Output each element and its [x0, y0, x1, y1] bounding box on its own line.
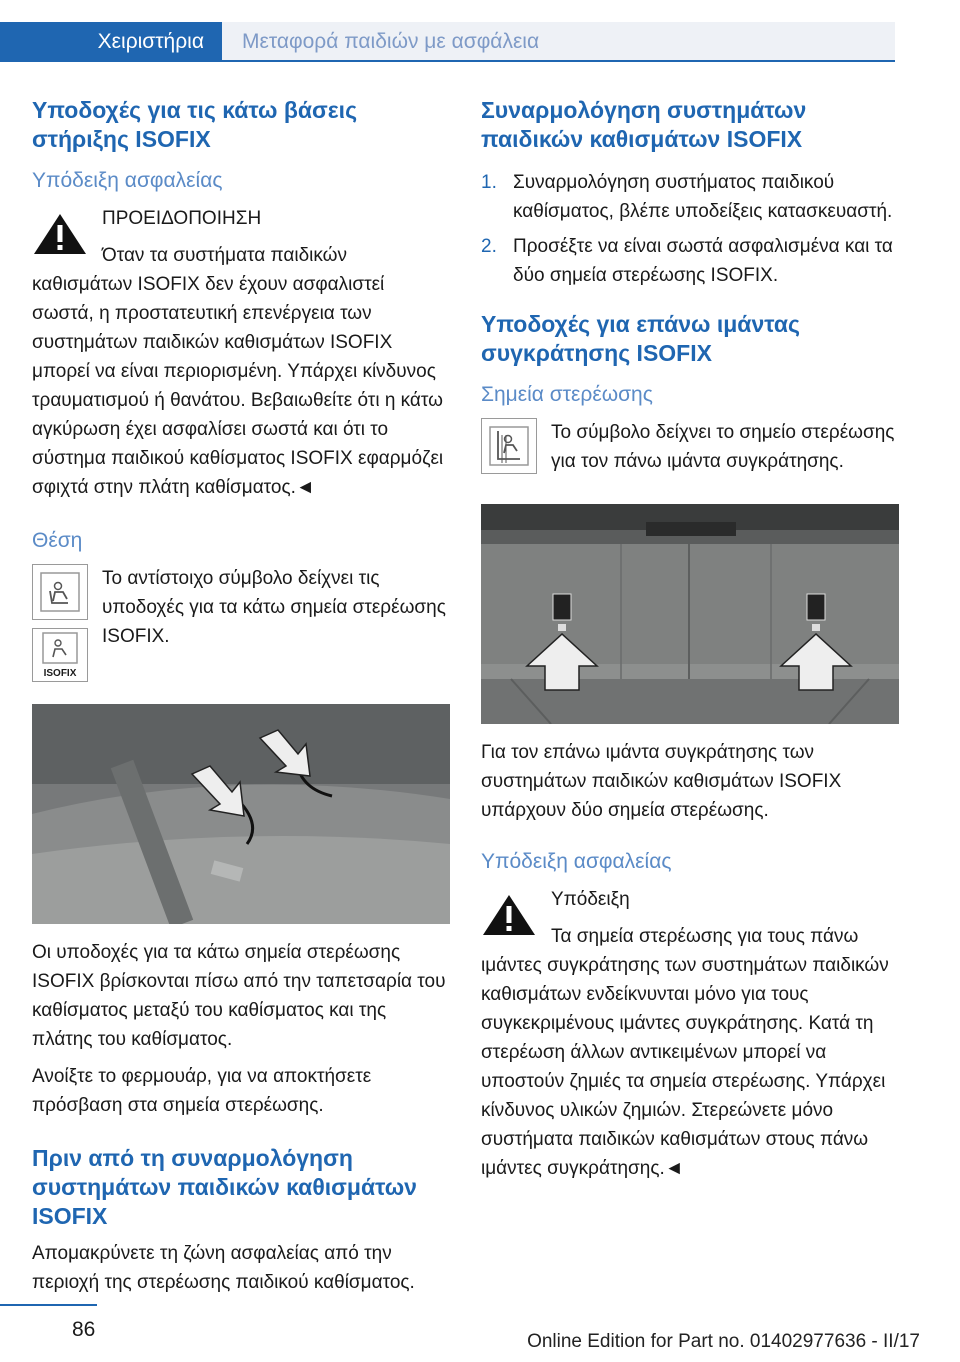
top-tether-symbol-icon [481, 418, 537, 474]
position-text: Το αντίστοιχο σύμβολο δείχνει τις υποδοχές για τα κάτω σημεία στερέωσης ISOFIX. [102, 568, 446, 647]
tab-controls[interactable]: Χειριστήρια [0, 22, 222, 62]
anchor-points-heading: Σημεία στερέωσης [481, 383, 653, 406]
safety-heading: Υπόδειξη ασφαλείας [32, 169, 223, 192]
header-tabs [0, 0, 895, 62]
step-text: Προσέξτε να είναι σωστά ασφαλισμένα και τα δύο σημεία στερέωσης ISOFIX. [513, 236, 893, 286]
edition-text: Online Edition for Part no. 01402977636 - II/17 [527, 1331, 920, 1352]
right-column [481, 96, 899, 1191]
lower-anchors-text: Οι υποδοχές για τα κάτω σημεία στερέωσης ISOFIX βρίσκονται πίσω από την ταπετσαρία του καθίσματος μεταξύ του καθίσματος και της πλάτης του καθίσματος. [32, 942, 446, 1050]
left-column [32, 96, 450, 1305]
header-divider [0, 60, 895, 62]
heading-lower-anchors: Υποδοχές για τις κάτω βάσεις στήριξης ISOFIX [32, 97, 358, 152]
safety-heading-right: Υπόδειξη ασφαλείας [481, 850, 672, 873]
list-item [481, 168, 899, 226]
warning-label: ΠΡΟΕΙΔΟΠΟΙΗΣΗ [102, 208, 262, 229]
warning-text: Όταν τα συστήματα παιδικών καθισμάτων ISOFIX δεν έχουν ασφαλιστεί σωστά, η προστατευτική επενέργεια των συστημάτων παιδικών καθισμάτων ISOFIX μπορεί να είναι περιορισμένη. Υπάρχει κίνδυνος τραυματισμού ή θανάτου. Βεβαιωθείτε ότι η κάτω αγκύρωση έχει ασφαλίσει σωστά και ότι το σύστημα παιδικού καθίσματος ISOFIX εφαρμόζει σφιχτά στην πλάτη καθίσματος.◄ [32, 245, 444, 498]
remove-belt-text: Απομακρύνετε τη ζώνη ασφαλείας από την περιοχή της στερέωσης παιδικού καθίσματος. [32, 1243, 415, 1293]
assembly-steps [481, 168, 899, 290]
isofix-symbol-label: ISOFIX [43, 668, 77, 679]
heading-assembly: Συναρμολόγηση συστημάτων παιδικών καθισμάτων ISOFIX [481, 97, 807, 152]
isofix-label-symbol-icon [32, 628, 88, 682]
warning-triangle-icon [32, 212, 88, 256]
tab-child-safety[interactable]: Μεταφορά παιδιών με ασφάλεια [222, 22, 895, 62]
anchor-text: Το σύμβολο δείχνει το σημείο στερέωσης για τον πάνω ιμάντα συγκράτησης. [551, 422, 895, 472]
isofix-symbol-icon [32, 564, 88, 620]
position-heading: Θέση [32, 529, 83, 552]
list-item [481, 232, 899, 290]
step-number: 2. [481, 236, 497, 257]
two-anchors-text: Για τον επάνω ιμάντα συγκράτησης των συστημάτων παιδικών καθισμάτων ISOFIX υπάρχουν δύο σημεία στερέωσης. [481, 742, 842, 821]
position-block [32, 564, 450, 704]
step-number: 1. [481, 172, 497, 193]
zipper-text: Ανοίξτε το φερμουάρ, για να αποκτήσετε πρόσβαση στα σημεία στερέωσης. [32, 1066, 372, 1116]
note-text: Τα σημεία στερέωσης για τους πάνω ιμάντες συγκράτησης των συστημάτων παιδικών καθισμάτων ενδείκνυνται μόνο για τους συγκεκριμένους ιμάντες συγκράτησης. Κατά τη στερέωση άλλων αντικειμένων μπορεί να υποστούν ζημιές τα σημεία στερέωσης. Υπάρχει κίνδυνος υλικών ζημιών. Στερεώνετε μόνο συστήματα παιδικών καθισμάτων στους πάνω ιμάντες συγκράτησης.◄ [481, 926, 889, 1179]
seat-photo-lower-anchors [32, 704, 450, 924]
warning-triangle-icon [481, 893, 537, 937]
heading-before-assembly: Πριν από τη συναρμολόγηση συστημάτων παιδικών καθισμάτων ISOFIX [32, 1145, 417, 1229]
note-block [481, 885, 899, 1183]
step-text: Συναρμολόγηση συστήματος παιδικού καθίσματος, βλέπε υποδείξεις κατασκευαστή. [513, 172, 893, 222]
heading-top-tether: Υποδοχές για επάνω ιμάντας συγκράτησης ISOFIX [481, 311, 800, 366]
cargo-photo-top-tether [481, 504, 899, 724]
note-label: Υπόδειξη [551, 889, 630, 910]
warning-block [32, 204, 450, 502]
page-number: 86 [72, 1318, 96, 1341]
anchor-symbol-block [481, 418, 899, 488]
footer-divider [0, 1304, 97, 1306]
